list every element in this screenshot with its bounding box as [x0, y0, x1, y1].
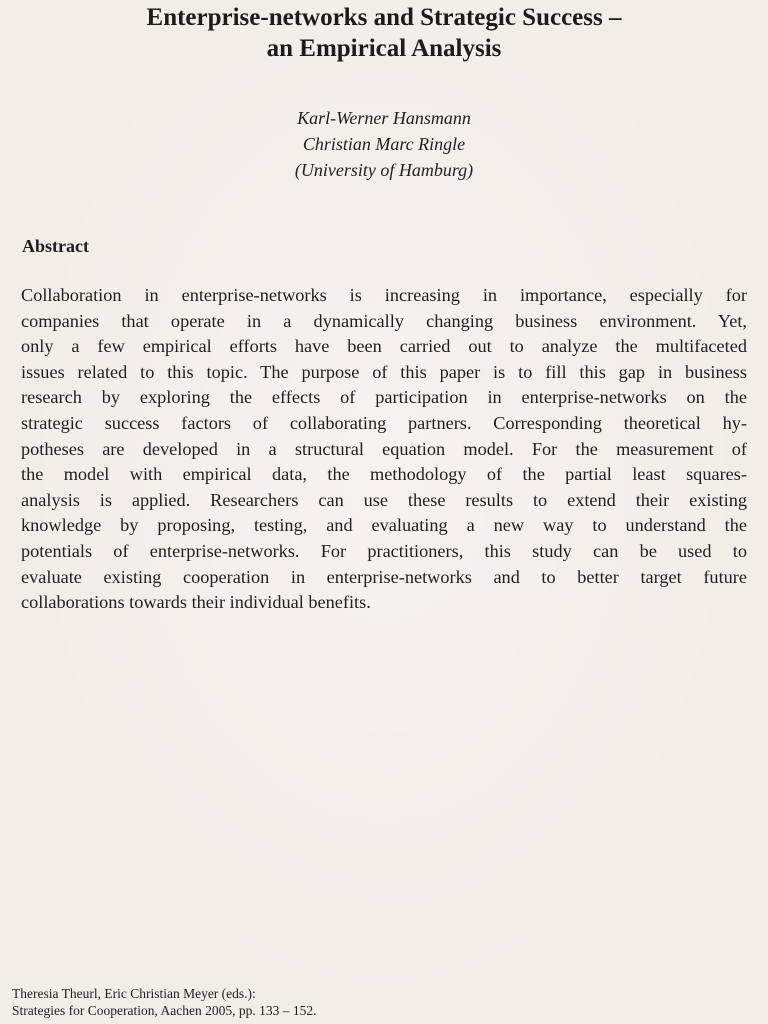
citation-footer	[12, 985, 316, 1019]
author-block	[0, 105, 768, 183]
abstract-line: potentials of enterprise-networks. For practitioners, this study can be used to	[21, 540, 747, 561]
abstract-line: evaluate existing cooperation in enterprise-networks and to better target future	[21, 566, 747, 587]
abstract-body	[21, 283, 747, 616]
abstract-line: the model with empirical data, the methodology of the partial least squares-	[21, 464, 747, 485]
abstract-line: analysis is applied. Researchers can use these results to extend their existing	[21, 489, 747, 510]
abstract-line: collaborations towards their individual benefits.	[21, 592, 371, 613]
abstract-line: only a few empirical efforts have been carried out to analyze the multifaceted	[21, 336, 747, 357]
paper-title	[0, 2, 768, 64]
abstract-line: issues related to this topic. The purpose of this paper is to fill this gap in business	[21, 361, 747, 382]
author-affiliation: (University of Hamburg)	[294, 160, 474, 180]
abstract-line: research by exploring the effects of participation in enterprise-networks on the	[21, 387, 747, 408]
abstract-line: potheses are developed in a structural equation model. For the measurement of	[21, 438, 747, 459]
abstract-line: strategic success factors of collaborating partners. Corresponding theoretical hy-	[21, 412, 747, 433]
citation-source: Strategies for Cooperation, Aachen 2005, pp. 133 – 152.	[12, 1003, 317, 1018]
title-line: Enterprise-networks and Strategic Success –	[146, 4, 622, 31]
abstract-line: Collaboration in enterprise-networks is increasing in importance, especially for	[21, 285, 747, 305]
abstract-line: knowledge by proposing, testing, and evaluating a new way to understand the	[21, 515, 747, 536]
author-name: Karl-Werner Hansmann	[297, 108, 471, 128]
author-name: Christian Marc Ringle	[302, 134, 466, 154]
citation-editors: Theresia Theurl, Eric Christian Meyer (eds.):	[12, 986, 256, 1001]
title-line: an Empirical Analysis	[266, 35, 502, 62]
abstract-line: companies that operate in a dynamically changing business environment. Yet,	[21, 310, 747, 331]
abstract-heading: Abstract	[22, 236, 89, 256]
